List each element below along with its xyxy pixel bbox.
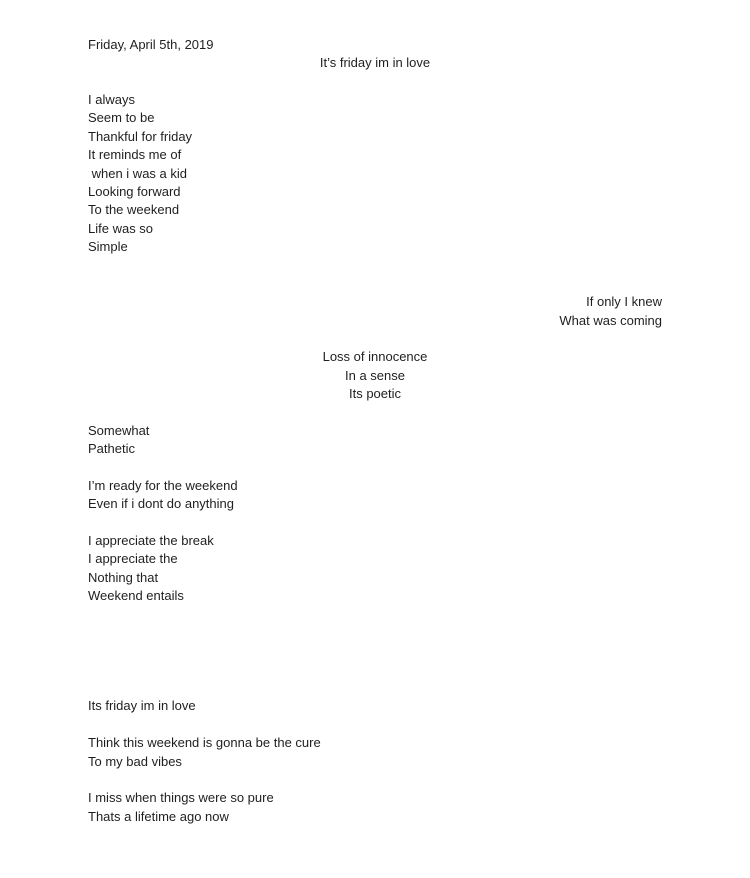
stanza1-line: It reminds me of [88, 147, 182, 162]
stanza2-line: What was coming [559, 313, 662, 328]
poem-title: It’s friday im in love [319, 55, 431, 70]
stanza1-line: Life was so [88, 221, 154, 236]
stanza8-line: Think this weekend is gonna be the cure [88, 735, 321, 750]
stanza1-line: Simple [88, 239, 128, 254]
date-line: Friday, April 5th, 2019 [88, 37, 214, 52]
stanza9-line: I miss when things were so pure [88, 790, 274, 805]
stanza3-line: In a sense [345, 368, 405, 383]
stanza1-line: Thankful for friday [88, 129, 193, 144]
stanza2-line: If only I knew [586, 294, 662, 309]
stanza1-line: when i was a kid [88, 166, 187, 181]
stanza4-line: Pathetic [88, 441, 135, 456]
stanza6-line: I appreciate the break [88, 533, 214, 548]
stanza6-line: Weekend entails [88, 588, 184, 603]
stanza7-line: Its friday im in love [88, 698, 196, 713]
stanza8-line: To my bad vibes [88, 754, 182, 769]
stanza1-line: To the weekend [88, 202, 180, 217]
stanza6-line: Nothing that [88, 570, 159, 585]
stanza9-line: Thats a lifetime ago now [88, 809, 229, 824]
stanza5-line: Even if i dont do anything [88, 496, 234, 511]
stanza1-line: I always [88, 92, 135, 107]
stanza1-line: Seem to be [88, 110, 155, 125]
stanza3-line: Its poetic [348, 386, 402, 401]
stanza4-line: Somewhat [88, 423, 150, 438]
stanza5-line: I’m ready for the weekend [88, 478, 238, 493]
stanza1-line: Looking forward [88, 184, 181, 199]
stanza3-line: Loss of innocence [322, 349, 428, 364]
stanza6-line: I appreciate the [88, 551, 178, 566]
